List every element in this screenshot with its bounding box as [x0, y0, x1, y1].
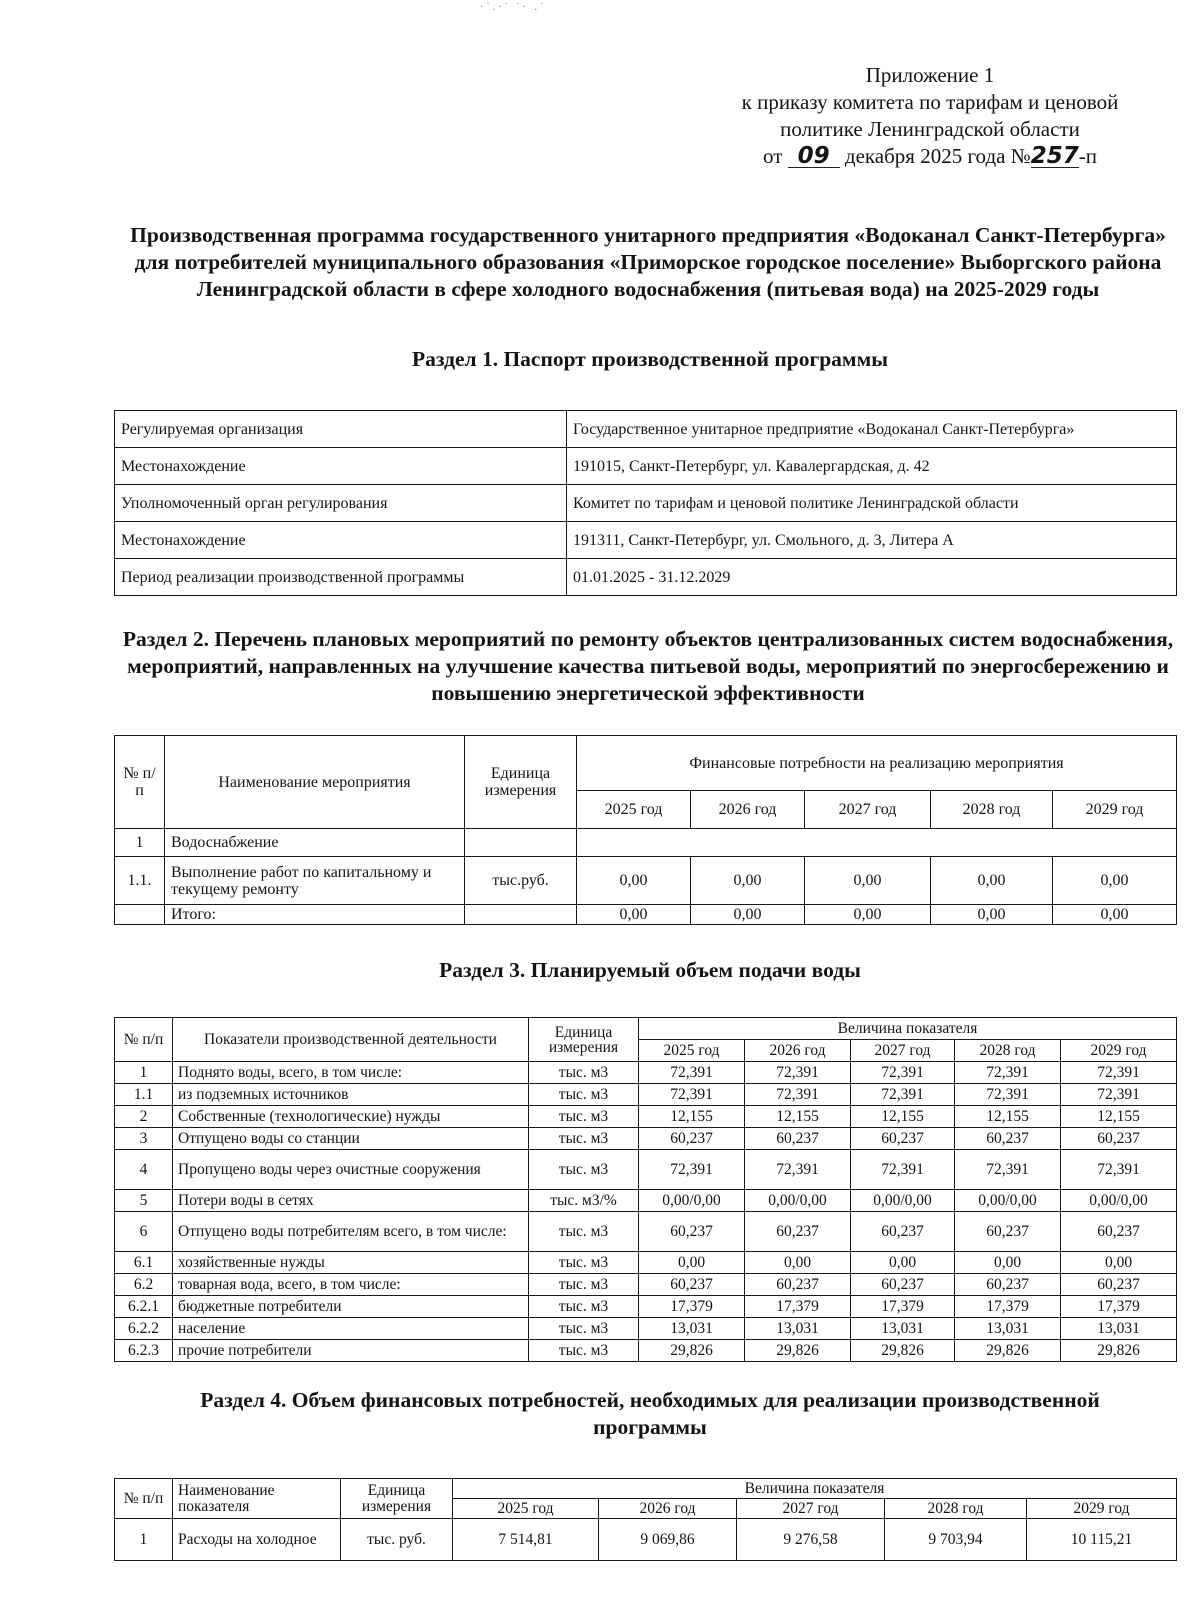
row-value: 60,237 — [639, 1128, 745, 1150]
table-row — [115, 905, 1177, 925]
header-year: 2027 год — [851, 1040, 955, 1062]
row-name: Потери воды в сетях — [173, 1190, 529, 1212]
table-row — [115, 1296, 1177, 1318]
appendix-line-1: Приложение 1 — [865, 63, 995, 87]
row-unit: тыс. м3 — [529, 1212, 639, 1252]
row-value: 17,379 — [955, 1296, 1061, 1318]
header-year: 2025 год — [639, 1040, 745, 1062]
row-value: 72,391 — [955, 1084, 1061, 1106]
row-value: 72,391 — [745, 1084, 851, 1106]
row-value: 17,379 — [639, 1296, 745, 1318]
row-value: 0,00 — [639, 1252, 745, 1274]
row-num: 6.2.1 — [115, 1296, 173, 1318]
header-year: 2026 год — [691, 791, 805, 829]
appendix-header — [690, 62, 1170, 170]
row-empty-values — [577, 829, 1177, 857]
row-value: 60,237 — [851, 1128, 955, 1150]
row-unit: тыс. м3 — [529, 1062, 639, 1084]
header-unit: Единица измерения — [465, 736, 577, 829]
header-num: № п/п — [115, 736, 165, 829]
row-value: 13,031 — [639, 1318, 745, 1340]
row-value: 60,237 — [955, 1212, 1061, 1252]
table-row — [115, 1106, 1177, 1128]
passport-value: Комитет по тарифам и ценовой политике Ленинградской области — [567, 485, 1177, 522]
table-row — [115, 1084, 1177, 1106]
header-unit: Единица измерения — [529, 1018, 639, 1062]
row-num: 5 — [115, 1190, 173, 1212]
row-num: 6.1 — [115, 1252, 173, 1274]
appendix-line-2: к приказу комитета по тарифам и ценовой — [741, 90, 1119, 114]
row-unit: тыс. м3 — [529, 1084, 639, 1106]
row-value: 12,155 — [955, 1106, 1061, 1128]
header-name: Наименование показателя — [173, 1479, 341, 1519]
row-num: 6.2.2 — [115, 1318, 173, 1340]
header-year: 2025 год — [577, 791, 691, 829]
water-supply-table — [114, 1017, 1177, 1362]
row-value: 17,379 — [1061, 1296, 1177, 1318]
header-year: 2028 год — [885, 1499, 1027, 1519]
passport-label: Местонахождение — [115, 448, 567, 485]
row-value: 0,00 — [577, 905, 691, 925]
row-value: 72,391 — [955, 1150, 1061, 1190]
row-value: 60,237 — [745, 1128, 851, 1150]
table-row — [115, 1128, 1177, 1150]
row-name: Водоснабжение — [165, 829, 465, 857]
row-value: 0,00 — [1053, 857, 1177, 905]
row-value: 60,237 — [639, 1212, 745, 1252]
row-name: Отпущено воды потребителям всего, в том числе: — [173, 1212, 529, 1252]
row-unit: тыс. м3 — [529, 1252, 639, 1274]
row-value: 0,00 — [805, 857, 931, 905]
row-value: 0,00/0,00 — [851, 1190, 955, 1212]
row-value: 17,379 — [745, 1296, 851, 1318]
row-value: 72,391 — [745, 1062, 851, 1084]
table-row — [115, 1062, 1177, 1084]
row-value: 60,237 — [1061, 1128, 1177, 1150]
row-name: хозяйственные нужды — [173, 1252, 529, 1274]
row-value: 0,00 — [1053, 905, 1177, 925]
table-row — [115, 1212, 1177, 1252]
section-2-heading: Раздел 2. Перечень плановых мероприятий по ремонту объектов централизованных систем водоснабжения, мероприятий, направленных на улучшение качества питьевой воды, мероприятий по энергосбережению и повышению энергетической эффективности — [122, 627, 1174, 705]
row-value: 13,031 — [1061, 1318, 1177, 1340]
row-value: 0,00/0,00 — [745, 1190, 851, 1212]
measures-table — [114, 735, 1177, 925]
row-unit: тыс. м3 — [529, 1128, 639, 1150]
handwritten-number: 257 — [1030, 143, 1079, 169]
header-year: 2025 год — [453, 1499, 599, 1519]
header-year: 2029 год — [1053, 791, 1177, 829]
table-row — [115, 1150, 1177, 1190]
row-value: 12,155 — [1061, 1106, 1177, 1128]
row-value: 12,155 — [851, 1106, 955, 1128]
handwritten-day: 09 — [788, 145, 840, 168]
row-value: 10 115,21 — [1027, 1519, 1177, 1561]
appendix-suffix: -п — [1078, 144, 1097, 168]
row-value: 60,237 — [745, 1212, 851, 1252]
row-value: 0,00 — [931, 905, 1053, 925]
row-value: 13,031 — [955, 1318, 1061, 1340]
table-row — [115, 1274, 1177, 1296]
row-unit: тыс. м3 — [529, 1106, 639, 1128]
row-value: 9 703,94 — [885, 1519, 1027, 1561]
row-num: 1.1. — [115, 857, 165, 905]
row-value: 60,237 — [1061, 1274, 1177, 1296]
row-value: 72,391 — [639, 1150, 745, 1190]
row-unit: тыс. м3 — [529, 1340, 639, 1362]
financial-table — [114, 1478, 1177, 1561]
row-name: товарная вода, всего, в том числе: — [173, 1274, 529, 1296]
row-value: 0,00 — [851, 1252, 955, 1274]
row-value: 29,826 — [639, 1340, 745, 1362]
section-3-heading: Раздел 3. Планируемый объем подачи воды — [439, 958, 861, 982]
row-unit — [465, 905, 577, 925]
row-value: 0,00 — [931, 857, 1053, 905]
row-unit: тыс. м3/% — [529, 1190, 639, 1212]
header-year: 2029 год — [1027, 1499, 1177, 1519]
header-year: 2029 год — [1061, 1040, 1177, 1062]
appendix-from: от — [763, 144, 783, 168]
header-name: Наименование мероприятия — [165, 736, 465, 829]
passport-row — [115, 559, 1177, 596]
appendix-line-3: политике Ленинградской области — [780, 117, 1080, 141]
passport-row — [115, 448, 1177, 485]
header-year: 2027 год — [737, 1499, 885, 1519]
row-name: Расходы на холодное — [173, 1519, 341, 1561]
row-value: 72,391 — [851, 1062, 955, 1084]
row-value: 60,237 — [955, 1274, 1061, 1296]
table-row — [115, 857, 1177, 905]
row-num: 6.2 — [115, 1274, 173, 1296]
row-name: Отпущено воды со станции — [173, 1128, 529, 1150]
row-unit: тыс. м3 — [529, 1318, 639, 1340]
row-value: 7 514,81 — [453, 1519, 599, 1561]
passport-row — [115, 411, 1177, 448]
header-year: 2028 год — [931, 791, 1053, 829]
appendix-line-4 — [690, 143, 1170, 170]
table-row — [115, 1340, 1177, 1362]
row-num: 1 — [115, 1519, 173, 1561]
row-value: 72,391 — [1061, 1150, 1177, 1190]
passport-row — [115, 522, 1177, 559]
header-num: № п/п — [115, 1018, 173, 1062]
header-year: 2026 год — [599, 1499, 737, 1519]
table-row — [115, 1519, 1177, 1561]
header-unit: Единица измерения — [341, 1479, 453, 1519]
row-num — [115, 905, 165, 925]
row-value: 9 069,86 — [599, 1519, 737, 1561]
passport-label: Регулируемая организация — [115, 411, 567, 448]
passport-table — [114, 410, 1177, 596]
row-unit: тыс. руб. — [341, 1519, 453, 1561]
table-row — [115, 1190, 1177, 1212]
row-unit: тыс. м3 — [529, 1274, 639, 1296]
row-value: 29,826 — [851, 1340, 955, 1362]
row-name: Выполнение работ по капитальному и текущему ремонту — [165, 857, 465, 905]
row-name: прочие потребители — [173, 1340, 529, 1362]
row-value: 0,00 — [691, 905, 805, 925]
row-value: 0,00/0,00 — [639, 1190, 745, 1212]
row-value: 60,237 — [745, 1274, 851, 1296]
header-year: 2028 год — [955, 1040, 1061, 1062]
row-value: 72,391 — [639, 1084, 745, 1106]
row-value: 72,391 — [851, 1084, 955, 1106]
row-value: 72,391 — [745, 1150, 851, 1190]
row-unit: тыс. м3 — [529, 1150, 639, 1190]
row-value: 0,00 — [1061, 1252, 1177, 1274]
header-group: Финансовые потребности на реализацию мероприятия — [577, 736, 1177, 791]
row-value: 0,00 — [805, 905, 931, 925]
row-value: 12,155 — [639, 1106, 745, 1128]
row-num: 1 — [115, 829, 165, 857]
row-name: Итого: — [165, 905, 465, 925]
passport-row — [115, 485, 1177, 522]
row-name: Пропущено воды через очистные сооружения — [173, 1150, 529, 1190]
row-value: 0,00/0,00 — [1061, 1190, 1177, 1212]
table-row — [115, 1252, 1177, 1274]
row-value: 60,237 — [851, 1212, 955, 1252]
row-value: 72,391 — [639, 1062, 745, 1084]
row-num: 6 — [115, 1212, 173, 1252]
appendix-date: декабря 2025 года № — [844, 144, 1031, 168]
row-value: 13,031 — [745, 1318, 851, 1340]
row-value: 72,391 — [851, 1150, 955, 1190]
passport-label: Уполномоченный орган регулирования — [115, 485, 567, 522]
row-unit — [465, 829, 577, 857]
passport-value: 191311, Санкт-Петербург, ул. Смольного, д. 3, Литера А — [567, 522, 1177, 559]
header-num: № п/п — [115, 1479, 173, 1519]
row-value: 29,826 — [955, 1340, 1061, 1362]
header-group: Величина показателя — [639, 1018, 1177, 1040]
row-num: 4 — [115, 1150, 173, 1190]
table-row — [115, 829, 1177, 857]
row-value: 72,391 — [1061, 1062, 1177, 1084]
row-value: 29,826 — [745, 1340, 851, 1362]
table-row — [115, 1318, 1177, 1340]
row-num: 1.1 — [115, 1084, 173, 1106]
row-num: 6.2.3 — [115, 1340, 173, 1362]
row-value: 0,00 — [691, 857, 805, 905]
row-value: 0,00 — [745, 1252, 851, 1274]
header-group: Величина показателя — [453, 1479, 1177, 1499]
row-value: 60,237 — [955, 1128, 1061, 1150]
passport-value: 191015, Санкт-Петербург, ул. Кавалергардская, д. 42 — [567, 448, 1177, 485]
row-value: 0,00 — [577, 857, 691, 905]
row-unit: тыс. м3 — [529, 1296, 639, 1318]
passport-value: Государственное унитарное предприятие «Водоканал Санкт-Петербурга» — [567, 411, 1177, 448]
row-name: Собственные (технологические) нужды — [173, 1106, 529, 1128]
row-name: из подземных источников — [173, 1084, 529, 1106]
header-year: 2026 год — [745, 1040, 851, 1062]
row-unit: тыс.руб. — [465, 857, 577, 905]
section-1-heading: Раздел 1. Паспорт производственной программы — [411, 347, 889, 371]
row-value: 72,391 — [955, 1062, 1061, 1084]
row-value: 0,00/0,00 — [955, 1190, 1061, 1212]
row-num: 3 — [115, 1128, 173, 1150]
row-value: 60,237 — [639, 1274, 745, 1296]
scan-specks: ·˙.·˙ ˙· .˙ — [480, 2, 547, 13]
row-name: население — [173, 1318, 529, 1340]
row-num: 1 — [115, 1062, 173, 1084]
passport-label: Период реализации производственной программы — [115, 559, 567, 596]
header-name: Показатели производственной деятельности — [173, 1018, 529, 1062]
section-4-heading: Раздел 4. Объем финансовых потребностей, необходимых для реализации производственной программы — [200, 1388, 1100, 1439]
row-value: 29,826 — [1061, 1340, 1177, 1362]
passport-label: Местонахождение — [115, 522, 567, 559]
row-num: 2 — [115, 1106, 173, 1128]
header-year: 2027 год — [805, 791, 931, 829]
row-value: 60,237 — [1061, 1212, 1177, 1252]
row-value: 72,391 — [1061, 1084, 1177, 1106]
row-value: 9 276,58 — [737, 1519, 885, 1561]
passport-value: 01.01.2025 - 31.12.2029 — [567, 559, 1177, 596]
row-value: 12,155 — [745, 1106, 851, 1128]
row-name: бюджетные потребители — [173, 1296, 529, 1318]
document-title: Производственная программа государственного унитарного предприятия «Водоканал Санкт-Петербурга» для потребителей муниципального образования «Приморское городское поселение» Выборгского района Ленинградской области в сфере холодного водоснабжения (питьевая вода) на 2025-2029 годы — [130, 223, 1166, 301]
row-value: 13,031 — [851, 1318, 955, 1340]
row-value: 0,00 — [955, 1252, 1061, 1274]
row-value: 17,379 — [851, 1296, 955, 1318]
row-name: Поднято воды, всего, в том числе: — [173, 1062, 529, 1084]
row-value: 60,237 — [851, 1274, 955, 1296]
